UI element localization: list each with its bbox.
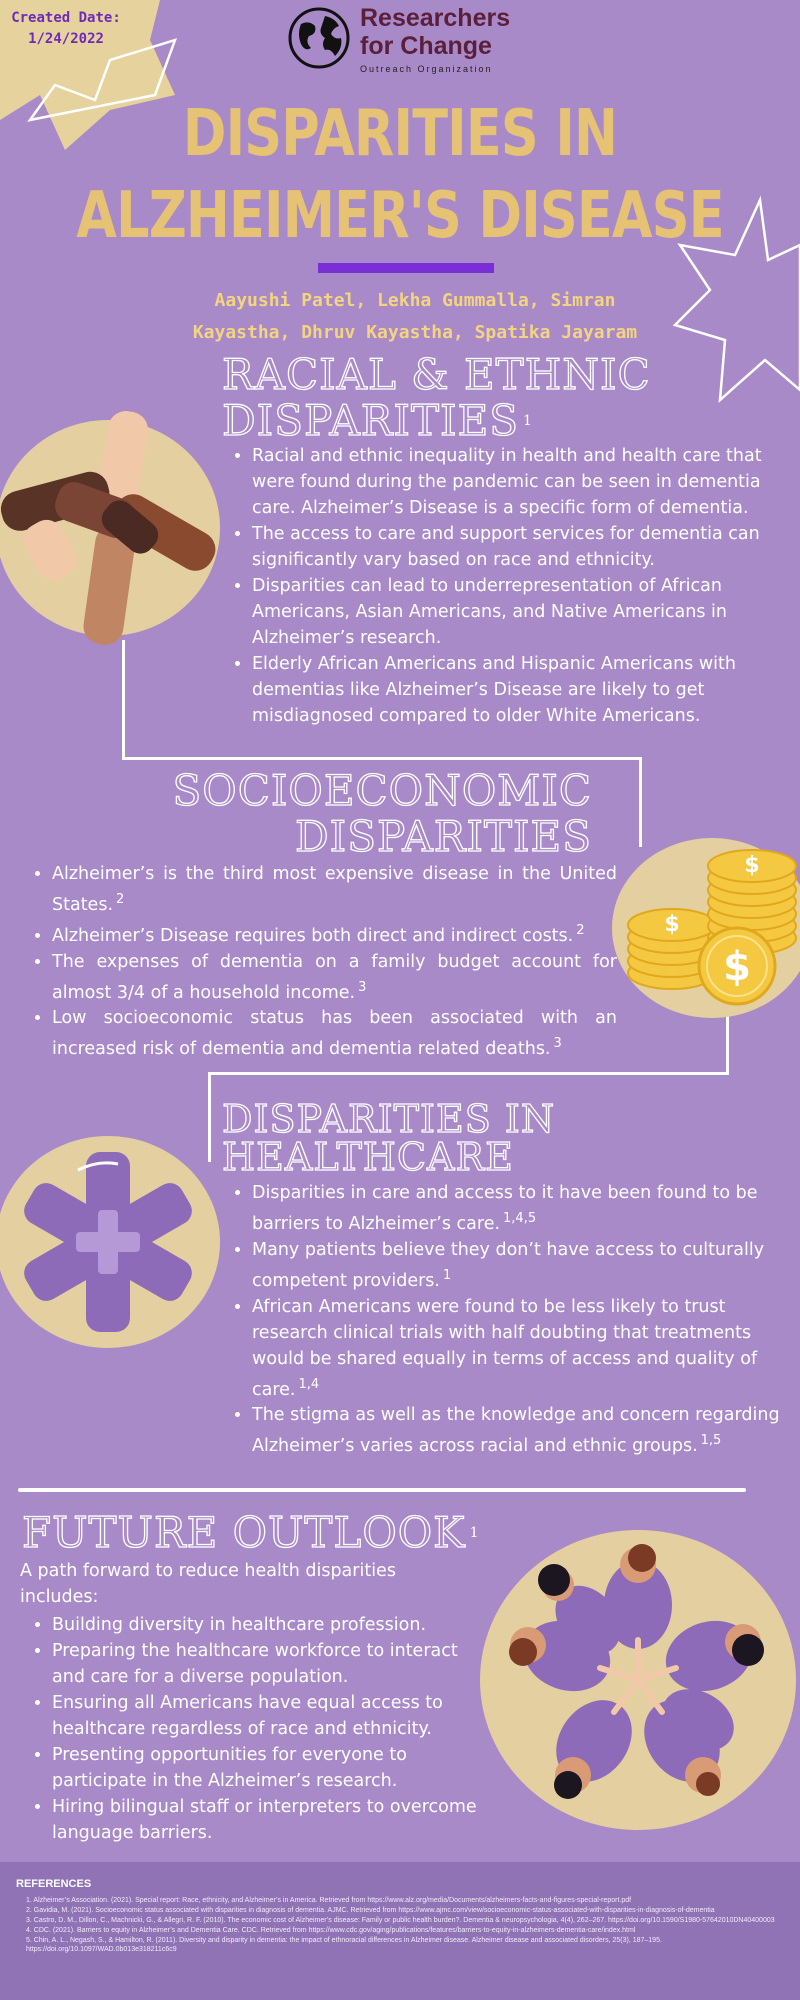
health-heading (222, 1097, 762, 1179)
list-item: • Many patients believe they don’t have access to culturally competent providers. $^1$ (252, 1237, 800, 1294)
list-item: • The stigma as well as the knowledge and concern regarding Alzheimer’s varies across racial and ethnic groups. $^{1,5}$ (252, 1402, 800, 1459)
created-date (6, 8, 126, 50)
list-item: • The expenses of dementia on a family budget account for almost 3/4 of a household income. $^3$ (52, 949, 617, 1006)
logo-title-line2: for Change (360, 32, 492, 60)
references-list (26, 1896, 786, 1955)
list-item: • Low socioeconomic status has been associated with an increased risk of dementia and dementia related deaths. $^3$ (52, 1005, 617, 1062)
reference-item: 5. Chin, A. L., Negash, S., & Hamilton, R. (2011). Diversity and disparity in dementia: the impact of ethnoracial differences in Alzheimer disease. Alzheimer disease and associated disorders, 25(3), 187–195. https://doi.org/10.1097/WAD.0b013e318211c6c9 (26, 1937, 662, 1953)
health-heading-line1: DISPARITIES IN (222, 1097, 556, 1141)
racial-heading (222, 352, 782, 444)
section-divider (18, 1488, 746, 1492)
page-title-line1: DISPARITIES IN (182, 97, 618, 171)
svg-text:$: $ (744, 853, 760, 878)
list-item: • Disparities can lead to underrepresentation of African Americans, Asian Americans, and Native Americans in Alzheimer’s research. (252, 573, 794, 651)
created-date-label: Created Date: (11, 10, 121, 26)
hands-icon (0, 410, 222, 650)
list-item: • Hiring bilingual staff or interpreters to overcome language barriers. (52, 1794, 492, 1846)
authors-line2: Kayastha, Dhruv Kayastha, Spatika Jayaram (192, 322, 638, 343)
list-item: • The access to care and support services for dementia can significantly vary based on race and ethnicity. (252, 521, 794, 573)
list-item: • Disparities in care and access to it have been found to be barriers to Alzheimer’s care. $^{1,4,5}$ (252, 1180, 800, 1237)
future-intro: A path forward to reduce health disparities includes: (20, 1561, 396, 1607)
future-list (26, 1612, 492, 1846)
reference-item: 1. Alzheimer’s Association. (2021). Special report: Race, ethnicity, and Alzheimer’s in America. Retrieved from https://www.alz.org/media/Documents/alzheimers-facts-and-figures-special-report.pdf (26, 1897, 632, 1904)
racial-heading-line1: RACIAL & ETHNIC (222, 350, 651, 399)
list-item: • Presenting opportunities for everyone to participate in the Alzheimer’s research. (52, 1742, 492, 1794)
list-item: • Ensuring all Americans have equal access to healthcare regardless of race and ethnicity. (52, 1690, 492, 1742)
authors (130, 285, 700, 349)
created-date-value: 1/24/2022 (28, 31, 104, 47)
health-heading-line2: HEALTHCARE (222, 1135, 514, 1179)
socio-heading-line1: SOCIOECONOMIC (172, 766, 592, 815)
authors-line1: Aayushi Patel, Lekha Gummalla, Simran (214, 290, 616, 311)
connector-line (122, 640, 125, 760)
racial-heading-ref: 1 (523, 413, 533, 429)
list-item: • Racial and ethnic inequality in health and health care that were found during the pandemic can be seen in dementia care. Alzheimer’s Disease is a specific form of dementia. (252, 443, 794, 521)
reference-item: 3. Castro, D. M., Dillon, C., Machnicki, G., & Allegri, R. F. (2010). The economic cost of Alzheimer’s disease: Family or public health burden?. Dementia & neuropsychologia, 4(4), 262–267. https://doi.org/10.1590/S1980-57642010DN40400003 (26, 1917, 775, 1924)
reference-item: 2. Gavidia, M. (2021). Socioeconomic status associated with disparities in diagnosis of dementia. AJMC. Retrieved from https://www.ajmc.com/view/socioeconomic-status-associated-with-disparities-in-diagnosis-of-dementia (26, 1907, 715, 1914)
page-title-line2: ALZHEIMER'S DISEASE (76, 179, 724, 253)
socio-heading (130, 768, 592, 860)
logo-title-line1: Researchers (360, 4, 511, 32)
racial-heading-line2: DISPARITIES (222, 396, 520, 445)
list-item: • Elderly African Americans and Hispanic Americans with dementias like Alzheimer’s Disease are likely to get misdiagnosed compared to older White Americans. (252, 651, 794, 729)
future-heading (22, 1510, 482, 1556)
list-item: • Alzheimer’s Disease requires both direct and indirect costs. $^2$ (52, 918, 617, 949)
connector-line (122, 757, 642, 760)
title-underline (318, 263, 494, 273)
future-heading-ref: 1 (469, 1525, 480, 1541)
socio-list (26, 861, 617, 1062)
logo-subtitle: Outreach Organization (360, 64, 493, 74)
list-item: • Preparing the healthcare workforce to interact and care for a diverse population. (52, 1638, 492, 1690)
community-circle-icon (478, 1520, 800, 1850)
health-list (226, 1180, 800, 1459)
reference-item: 4. CDC. (2021). Barriers to equity in Alzheimer’s and Dementia Care. CDC. Retrieved from https://www.cdc.gov/aging/publications/features/barriers-to-equity-in-alzheimers-dementia-care/index.html (26, 1927, 636, 1934)
svg-text:$: $ (664, 912, 680, 937)
list-item: • Building diversity in healthcare profession. (52, 1612, 492, 1638)
list-item: • African Americans were found to be less likely to trust research clinical trials with half doubting that treatments would be shared equally in terms of access and quality of care. $^{1,4}$ (252, 1294, 800, 1403)
future-heading-text: FUTURE OUTLOOK (22, 1508, 466, 1557)
globe-icon (287, 6, 351, 70)
coins-icon (612, 828, 800, 1018)
socio-heading-line2: DISPARITIES (294, 812, 592, 861)
connector-line (208, 1072, 729, 1075)
racial-list (226, 443, 794, 729)
svg-text:$: $ (723, 944, 751, 990)
list-item: • Alzheimer’s is the third most expensive disease in the United States. $^2$ (52, 861, 617, 918)
references-heading: REFERENCES (16, 1878, 92, 1890)
medical-star-icon (0, 1130, 222, 1350)
